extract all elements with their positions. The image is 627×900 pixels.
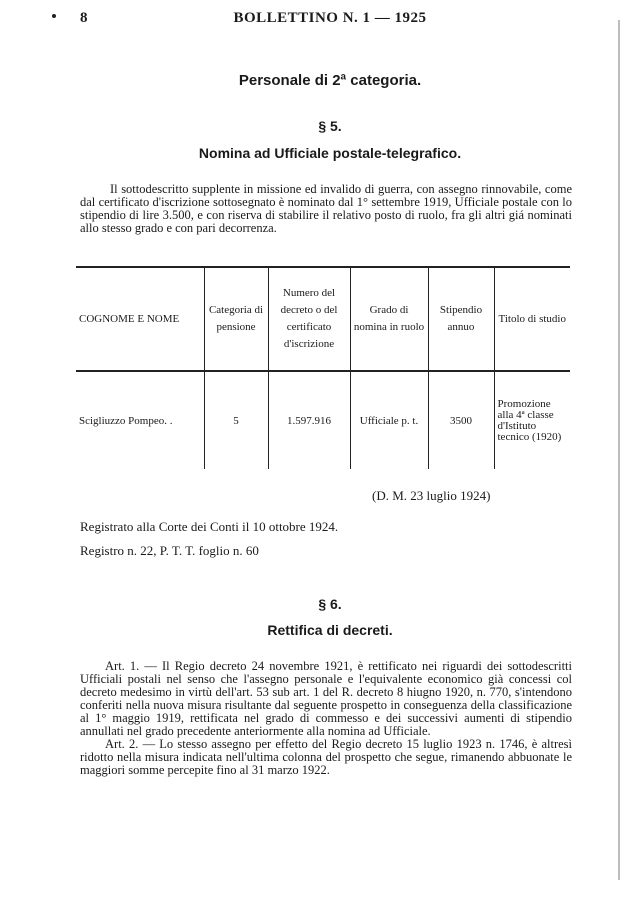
page-number: 8 [80,10,88,26]
cell-study-title: Promozione alla 4ª classe d'Istituto tecnico (1920) [494,371,570,469]
article-2: Art. 2. — Lo stesso assegno per effetto del Regio decreto 15 luglio 1923 n. 1746, è altresì ridotto nella misura indicata nell'ultima colonna del prospetto che segue, rimanendo abbuonate le maggiori somme percepite fino al 31 marzo 1922. [80,737,572,777]
header-category: Categoria di pensione [204,267,268,371]
category-heading: Personale di 2ª categoria. [238,72,422,89]
registration-line-1: Registrato alla Corte dei Conti il 10 ottobre 1924. [80,519,339,534]
section-5-title: Nomina ad Ufficiale postale-telegrafico. [198,145,462,161]
table-row [76,371,570,469]
header-grade: Grado di nomina in ruolo [350,267,428,371]
header-study-title: Titolo di studio [494,267,570,371]
section-5-number: § 5. [318,118,342,134]
section-5-paragraph: Il sottodescritto supplente in missione ed invalido di guerra, con assegno rinnovabile, come dal certificato d'iscrizione sottosegnato è nominato dal 1° settembre 1919, Ufficiale postale con lo stipendio di lire 3.500, e con riserva di stabilire il relativo posto di ruolo, fra gli altri giá nominati allo stesso grado e con pari decorrenza. [80,182,572,235]
decree-reference: (D. M. 23 luglio 1924) [372,488,491,503]
section-6-number: § 6. [318,596,342,612]
table-header-row [76,267,570,371]
cell-grade: Ufficiale p. t. [350,371,428,469]
header-name: COGNOME E NOME [79,312,180,325]
section-6-title: Rettifica di decreti. [267,622,393,638]
section-6-body [80,660,572,777]
running-header: BOLLETTINO N. 1 — 1925 [233,10,427,26]
page-edge-line [618,20,620,880]
cell-salary: 3500 [428,371,494,469]
cell-decree: 1.597.916 [268,371,350,469]
appointment-table [76,266,570,469]
header-decree: Numero del decreto o del certificato d'iscrizione [268,267,350,371]
cell-name: Scigliuzzo Pompeo. . [79,414,173,427]
registration-line-2: Registro n. 22, P. T. T. foglio n. 60 [80,543,259,558]
article-1: Art. 1. — Il Regio decreto 24 novembre 1921, è rettificato nei riguardi dei sottodescritti Ufficiali postali nel senso che l'assegno personale e l'equivalente economico già concessi col decreto medesimo in virtù dell'art. 53 sub art. 1 del R. decreto 8 hiugno 1920, n. 770, s'intendono conferiti nella nuova misura risultante dal seguente prospetto in conseguenza della classificazione al 1° maggio 1919, rettificata nel grado di commesso e dei successivi aumenti di stipendio annullati nel grado precedente anteriormente alla nomina ad Ufficiale. [80,659,572,738]
header-salary: Stipendio annuo [428,267,494,371]
cell-category: 5 [204,371,268,469]
